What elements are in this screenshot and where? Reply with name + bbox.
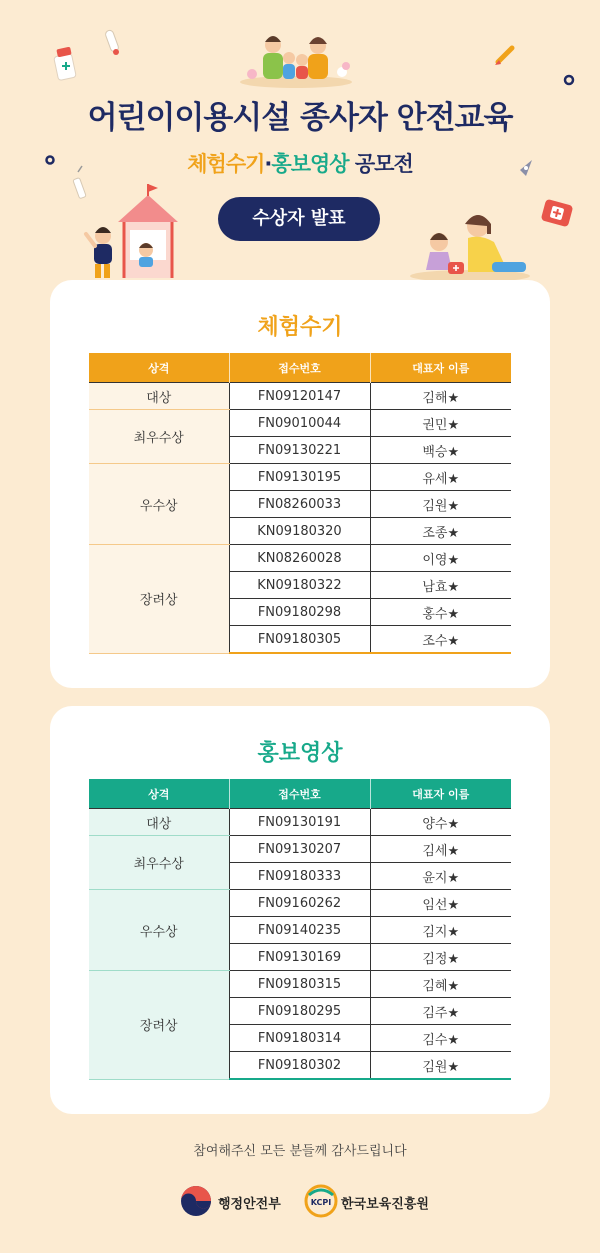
representative-name-cell: 백승★ <box>370 437 511 464</box>
column-header-number: 접수번호 <box>229 353 370 383</box>
entry-number-cell: FN09180302 <box>229 1052 370 1080</box>
mois-logo-icon <box>180 1185 212 1217</box>
table-row <box>89 410 511 437</box>
thermometer-icon <box>104 29 119 55</box>
kcpi-logo-text: 한국보육진흥원 <box>341 1197 429 1212</box>
entry-number-cell: FN09140235 <box>229 917 370 944</box>
entry-number-cell: FN09180333 <box>229 863 370 890</box>
entry-number-cell: FN09130221 <box>229 437 370 464</box>
award-grade-cell: 최우수상 <box>89 836 229 890</box>
pencil-icon <box>495 48 512 65</box>
decor-dot <box>565 76 573 84</box>
experience-essay-card <box>50 280 550 688</box>
promo-video-card <box>50 706 550 1114</box>
column-header-grade: 상격 <box>89 353 229 383</box>
entry-number-cell: FN09180305 <box>229 626 370 654</box>
representative-name-cell: 윤지★ <box>370 863 511 890</box>
table-row <box>89 809 511 836</box>
table-row <box>89 545 511 572</box>
table-row <box>89 836 511 863</box>
representative-name-cell: 김수★ <box>370 1025 511 1052</box>
medicine-bottle-icon <box>54 47 77 81</box>
entry-number-cell: FN09130207 <box>229 836 370 863</box>
representative-name-cell: 김세★ <box>370 836 511 863</box>
kcpi-logo-icon <box>303 1183 339 1219</box>
section-title: 체험수기 <box>257 315 343 340</box>
subtitle-experience: 체험수기 <box>187 152 265 176</box>
entry-number-cell: KN09180322 <box>229 572 370 599</box>
subtitle-contest: 공모전 <box>348 152 413 176</box>
award-grade-cell: 장려상 <box>89 971 229 1080</box>
representative-name-cell: 김원★ <box>370 491 511 518</box>
column-header-name: 대표자 이름 <box>370 353 511 383</box>
entry-number-cell: KN08260028 <box>229 545 370 572</box>
representative-name-cell: 김지★ <box>370 917 511 944</box>
entry-number-cell: KN09180320 <box>229 518 370 545</box>
entry-number-cell: FN09130195 <box>229 464 370 491</box>
award-grade-cell: 우수상 <box>89 464 229 545</box>
award-grade-cell: 대상 <box>89 383 229 410</box>
entry-number-cell: FN09160262 <box>229 890 370 917</box>
representative-name-cell: 김혜★ <box>370 971 511 998</box>
representative-name-cell: 유세★ <box>370 464 511 491</box>
representative-name-cell: 남효★ <box>370 572 511 599</box>
award-grade-cell: 대상 <box>89 809 229 836</box>
entry-number-cell: FN09180298 <box>229 599 370 626</box>
representative-name-cell: 김정★ <box>370 944 511 971</box>
entry-number-cell: FN09010044 <box>229 410 370 437</box>
column-header-name: 대표자 이름 <box>370 779 511 809</box>
award-grade-cell: 우수상 <box>89 890 229 971</box>
entry-number-cell: FN09130191 <box>229 809 370 836</box>
representative-name-cell: 조종★ <box>370 518 511 545</box>
representative-name-cell: 임선★ <box>370 890 511 917</box>
page-subtitle <box>0 148 600 178</box>
kcpi-logo-mark: KCPI <box>310 1198 332 1207</box>
representative-name-cell: 김주★ <box>370 998 511 1025</box>
representative-name-cell: 김원★ <box>370 1052 511 1080</box>
booth-illustration <box>118 184 178 278</box>
promo-video-table <box>89 779 511 1080</box>
entry-number-cell: FN09120147 <box>229 383 370 410</box>
entry-number-cell: FN09180315 <box>229 971 370 998</box>
table-header-row <box>89 779 511 809</box>
thanks-message: 참여해주신 모든 분들께 감사드립니다 <box>193 1144 407 1159</box>
award-grade-cell: 장려상 <box>89 545 229 654</box>
award-grade-cell: 최우수상 <box>89 410 229 464</box>
entry-number-cell: FN08260033 <box>229 491 370 518</box>
first-aid-kit-icon <box>541 199 574 227</box>
table-row <box>89 383 511 410</box>
entry-number-cell: FN09130169 <box>229 944 370 971</box>
table-row <box>89 971 511 998</box>
column-header-number: 접수번호 <box>229 779 370 809</box>
representative-name-cell: 권민★ <box>370 410 511 437</box>
table-row <box>89 464 511 491</box>
subtitle-video: 홍보영상 <box>271 152 349 176</box>
winners-announcement-badge: 수상자 발표 <box>218 197 380 241</box>
page-title: 어린이이용시설 종사자 안전교육 <box>87 100 513 136</box>
entry-number-cell: FN09180295 <box>229 998 370 1025</box>
column-header-grade: 상격 <box>89 779 229 809</box>
representative-name-cell: 양수★ <box>370 809 511 836</box>
subtitle-separator: · <box>264 152 272 176</box>
experience-essay-table <box>89 353 511 654</box>
entry-number-cell: FN09180314 <box>229 1025 370 1052</box>
representative-name-cell: 김해★ <box>370 383 511 410</box>
table-header-row <box>89 353 511 383</box>
footer-logos <box>0 1185 600 1219</box>
table-row <box>89 890 511 917</box>
caregiver-illustration <box>410 215 530 280</box>
representative-name-cell: 홍수★ <box>370 599 511 626</box>
section-title: 홍보영상 <box>257 741 343 766</box>
mois-logo-text: 행정안전부 <box>218 1197 281 1212</box>
child-illustration <box>86 227 112 278</box>
family-illustration <box>240 36 352 88</box>
representative-name-cell: 조수★ <box>370 626 511 654</box>
representative-name-cell: 이영★ <box>370 545 511 572</box>
